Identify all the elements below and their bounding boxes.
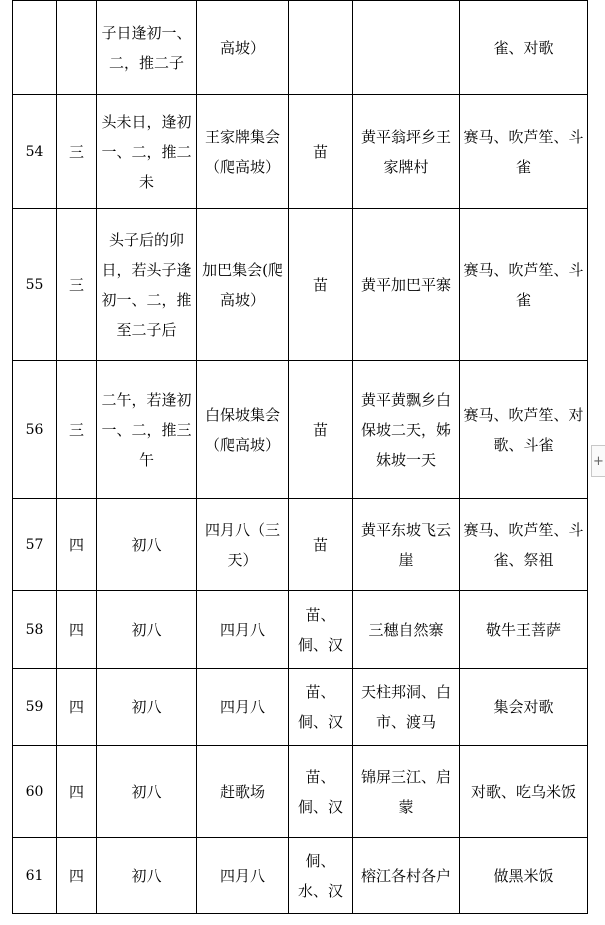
ethnic-group-cell: 苗、侗、汉: [289, 591, 353, 669]
activities-cell: 做黑米饭: [460, 838, 588, 914]
date-cell: 初八: [97, 838, 197, 914]
table-row: [13, 746, 588, 838]
month-cell: 三: [57, 209, 97, 361]
location-cell: 榕江各村各户: [353, 838, 460, 914]
location-cell: [353, 1, 460, 95]
row-number: 57: [13, 499, 57, 591]
date-cell: 头未日，逢初一、二，推二未: [97, 95, 197, 209]
date-cell: 子日逢初一、二，推二子: [97, 1, 197, 95]
table-row: [13, 361, 588, 499]
row-number: 54: [13, 95, 57, 209]
ethnic-group-cell: 苗: [289, 209, 353, 361]
plus-icon: +: [593, 454, 604, 469]
month-cell: 四: [57, 746, 97, 838]
activities-cell: 对歌、吃乌米饭: [460, 746, 588, 838]
event-cell: 赶歌场: [197, 746, 289, 838]
event-cell: 王家牌集会（爬高坡）: [197, 95, 289, 209]
table-row: [13, 209, 588, 361]
row-number: 60: [13, 746, 57, 838]
month-cell: 三: [57, 95, 97, 209]
event-cell: 四月八（三天）: [197, 499, 289, 591]
activities-cell: 赛马、吹芦笙、斗雀: [460, 95, 588, 209]
ethnic-group-cell: [289, 1, 353, 95]
location-cell: 黄平东坡飞云崖: [353, 499, 460, 591]
date-cell: 初八: [97, 669, 197, 746]
activities-cell: 赛马、吹芦笙、斗雀、祭祖: [460, 499, 588, 591]
festival-table: [12, 0, 588, 914]
table-row: [13, 95, 588, 209]
location-cell: 黄平加巴平寨: [353, 209, 460, 361]
event-cell: 四月八: [197, 838, 289, 914]
month-cell: 四: [57, 669, 97, 746]
date-cell: 初八: [97, 746, 197, 838]
date-cell: 头子后的卯日，若头子逢初一、二，推至二子后: [97, 209, 197, 361]
event-cell: 四月八: [197, 591, 289, 669]
date-cell: 初八: [97, 499, 197, 591]
date-cell: 二午，若逢初一、二，推三午: [97, 361, 197, 499]
month-cell: [57, 1, 97, 95]
event-cell: 高坡）: [197, 1, 289, 95]
table-row: [13, 1, 588, 95]
table-row: [13, 499, 588, 591]
location-cell: 黄平翁坪乡王家牌村: [353, 95, 460, 209]
event-cell: 四月八: [197, 669, 289, 746]
month-cell: 四: [57, 499, 97, 591]
margin-expand-handle[interactable]: [591, 445, 605, 477]
row-number: 61: [13, 838, 57, 914]
table-row: [13, 591, 588, 669]
row-number: 59: [13, 669, 57, 746]
location-cell: 三穗自然寨: [353, 591, 460, 669]
activities-cell: 集会对歌: [460, 669, 588, 746]
activities-cell: 雀、对歌: [460, 1, 588, 95]
ethnic-group-cell: 苗、侗、汉: [289, 669, 353, 746]
row-number: 58: [13, 591, 57, 669]
row-number: 56: [13, 361, 57, 499]
month-cell: 四: [57, 838, 97, 914]
month-cell: 三: [57, 361, 97, 499]
ethnic-group-cell: 侗、水、汉: [289, 838, 353, 914]
table-row: [13, 838, 588, 914]
month-cell: 四: [57, 591, 97, 669]
date-cell: 初八: [97, 591, 197, 669]
event-cell: 白保坡集会（爬高坡）: [197, 361, 289, 499]
location-cell: 锦屏三江、启蒙: [353, 746, 460, 838]
ethnic-group-cell: 苗、侗、汉: [289, 746, 353, 838]
row-number: 55: [13, 209, 57, 361]
ethnic-group-cell: 苗: [289, 499, 353, 591]
activities-cell: 赛马、吹芦笙、斗雀: [460, 209, 588, 361]
location-cell: 黄平黄飘乡白保坡二天，姊妹坡一天: [353, 361, 460, 499]
activities-cell: 赛马、吹芦笙、对歌、斗雀: [460, 361, 588, 499]
ethnic-group-cell: 苗: [289, 361, 353, 499]
ethnic-group-cell: 苗: [289, 95, 353, 209]
activities-cell: 敬牛王菩萨: [460, 591, 588, 669]
table-row: [13, 669, 588, 746]
event-cell: 加巴集会(爬高坡）: [197, 209, 289, 361]
location-cell: 天柱邦洞、白市、渡马: [353, 669, 460, 746]
row-number: [13, 1, 57, 95]
